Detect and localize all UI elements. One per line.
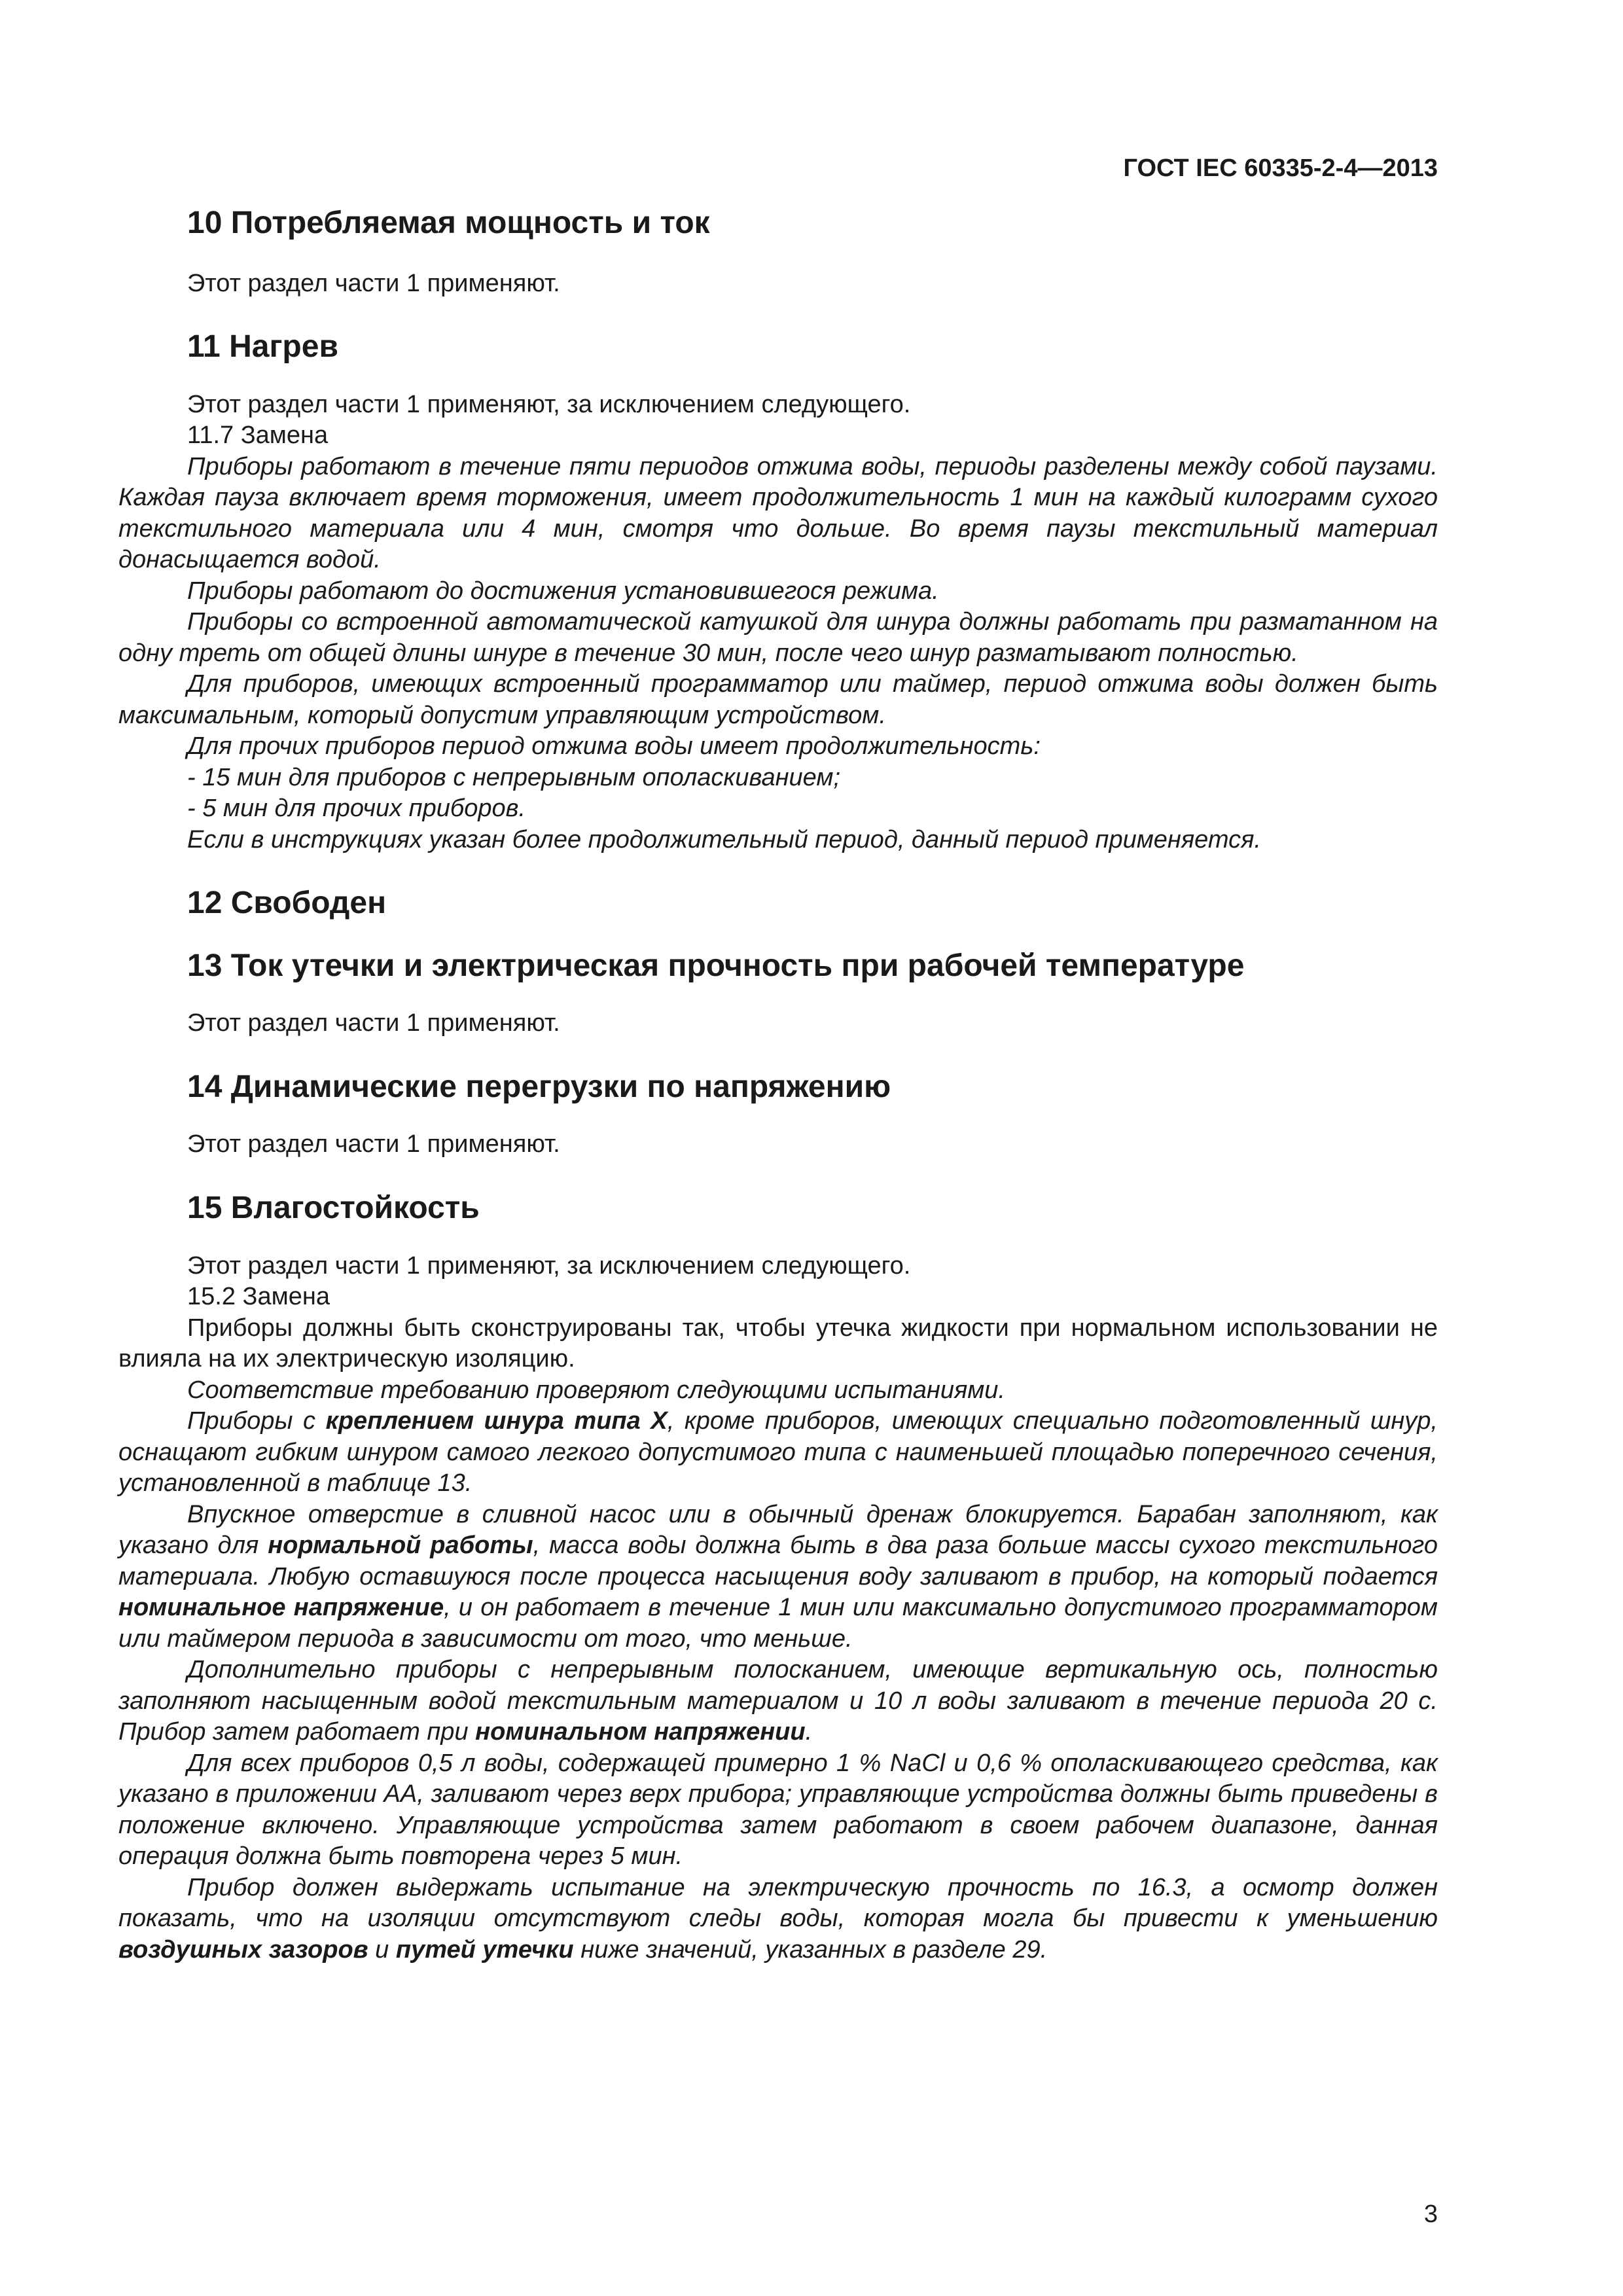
section-10-title: 10 Потребляемая мощность и ток — [187, 206, 710, 240]
document-code-header: ГОСТ IEC 60335-2-4—2013 — [1123, 154, 1438, 182]
section-14-title: 14 Динамические перегрузки по напряжению — [187, 1069, 891, 1104]
section-11-list-item-1: - 15 мин для приборов с непрерывным ополаскиванием; — [187, 763, 841, 791]
section-11-paragraph-5: Для прочих приборов период отжима воды имеет продолжительность: — [187, 732, 1041, 761]
section-15-paragraph-4: Впускное отверстие в сливной насос или в обычный дренаж блокируется. Барабан заполняют, как указано для нормальной работы, масса воды должна быть в два раза больше массы сухого текстильного материала. Любую оставшуюся после процесса насыщения воду заливают в прибор, на который подается номинальное напряжение, и он работает в течение 1 мин или максимально допустимого программатором или таймером периода в зависимости от того, что меньше. — [118, 1500, 1438, 1653]
page-content — [118, 196, 1438, 1965]
section-11-paragraph-1: Приборы работают в течение пяти периодов отжима воды, периоды разделены между собой паузами. Каждая пауза включает время торможения, имеет продолжительность 1 мин на каждый килограмм сухого текстильного материала или 4 мин, смотря что дольше. Во время паузы текстильный материал донасыщается водой. — [118, 452, 1438, 574]
section-11-list-item-2: - 5 мин для прочих приборов. — [187, 795, 526, 823]
section-11-subsection: 11.7 Замена — [187, 422, 329, 450]
section-13-title: 13 Ток утечки и электрическая прочность при рабочей температуре — [187, 948, 1245, 983]
term-normal-operation: нормальной работы — [268, 1532, 533, 1560]
section-11-intro: Этот раздел части 1 применяют, за исключением следующего. — [187, 390, 911, 418]
term-rated-voltage-2: номинальном напряжении — [475, 1718, 806, 1746]
section-15-paragraph-2: Соответствие требованию проверяют следующими испытаниями. — [187, 1376, 1005, 1404]
section-13-text: Этот раздел части 1 применяют. — [187, 1009, 560, 1037]
section-11-paragraph-4: Для приборов, имеющих встроенный программатор или таймер, период отжима воды должен быть максимальным, который допустим управляющим устройством. — [118, 670, 1438, 729]
section-15-paragraph-1: Приборы должны быть сконструированы так, чтобы утечка жидкости при нормальном использовании не влияла на их электрическую изоляцию. — [118, 1314, 1438, 1373]
term-creepage-distances: путей утечки — [395, 1935, 574, 1964]
section-15-intro: Этот раздел части 1 применяют, за исключением следующего. — [187, 1251, 911, 1280]
section-14-text: Этот раздел части 1 применяют. — [187, 1130, 560, 1158]
term-rated-voltage: номинальное напряжение — [118, 1594, 444, 1622]
section-11-paragraph-2: Приборы работают до достижения установившегося режима. — [187, 577, 939, 605]
section-15-paragraph-6: Для всех приборов 0,5 л воды, содержащей примерно 1 % NaCl и 0,6 % ополаскивающего средства, как указано в приложении АА, заливают через верх прибора; управляющие устройства должны быть приведены в положение включено. Управляющие устройства затем работают в своем рабочем диапазоне, данная операция должна быть повторена через 5 мин. — [118, 1749, 1438, 1871]
term-clearances: воздушных зазоров — [118, 1935, 368, 1964]
term-type-x-attachment: креплением шнура типа X — [325, 1407, 668, 1435]
section-11-title: 11 Нагрев — [187, 329, 338, 365]
section-15-subsection: 15.2 Замена — [187, 1283, 330, 1311]
section-15-paragraph-5: Дополнительно приборы с непрерывным полосканием, имеющие вертикальную ось, полностью заполняют насыщенным водой текстильным материалом и 10 л воды заливают в течение периода 20 с. Прибор затем работает при номинальном напряжении. — [118, 1656, 1438, 1746]
section-15-paragraph-3: Приборы с креплением шнура типа X, кроме приборов, имеющих специально подготовленный шнур, оснащают гибким шнуром самого легкого допустимого типа с наименьшей площадью поперечного сечения, установленной в таблице 13. — [118, 1407, 1438, 1498]
page-number: 3 — [1423, 2200, 1438, 2228]
section-10-text: Этот раздел части 1 применяют. — [187, 269, 560, 297]
section-12-title: 12 Свободен — [187, 886, 387, 921]
section-15-paragraph-7: Прибор должен выдержать испытание на электрическую прочность по 16.3, а осмотр должен показать, что на изоляции отсутствуют следы воды, которая могла бы привести к уменьшению воздушных зазоров и путей утечки ниже значений, указанных в разделе 29. — [118, 1873, 1438, 1964]
section-15-title: 15 Влагостойкость — [187, 1190, 480, 1225]
section-11-paragraph-3: Приборы со встроенной автоматической катушкой для шнура должны работать при разматанном на одну треть от общей длины шнуре в течение 30 мин, после чего шнур разматывают полностью. — [118, 608, 1438, 667]
section-11-paragraph-6: Если в инструкциях указан более продолжительный период, данный период применяется. — [187, 825, 1261, 853]
